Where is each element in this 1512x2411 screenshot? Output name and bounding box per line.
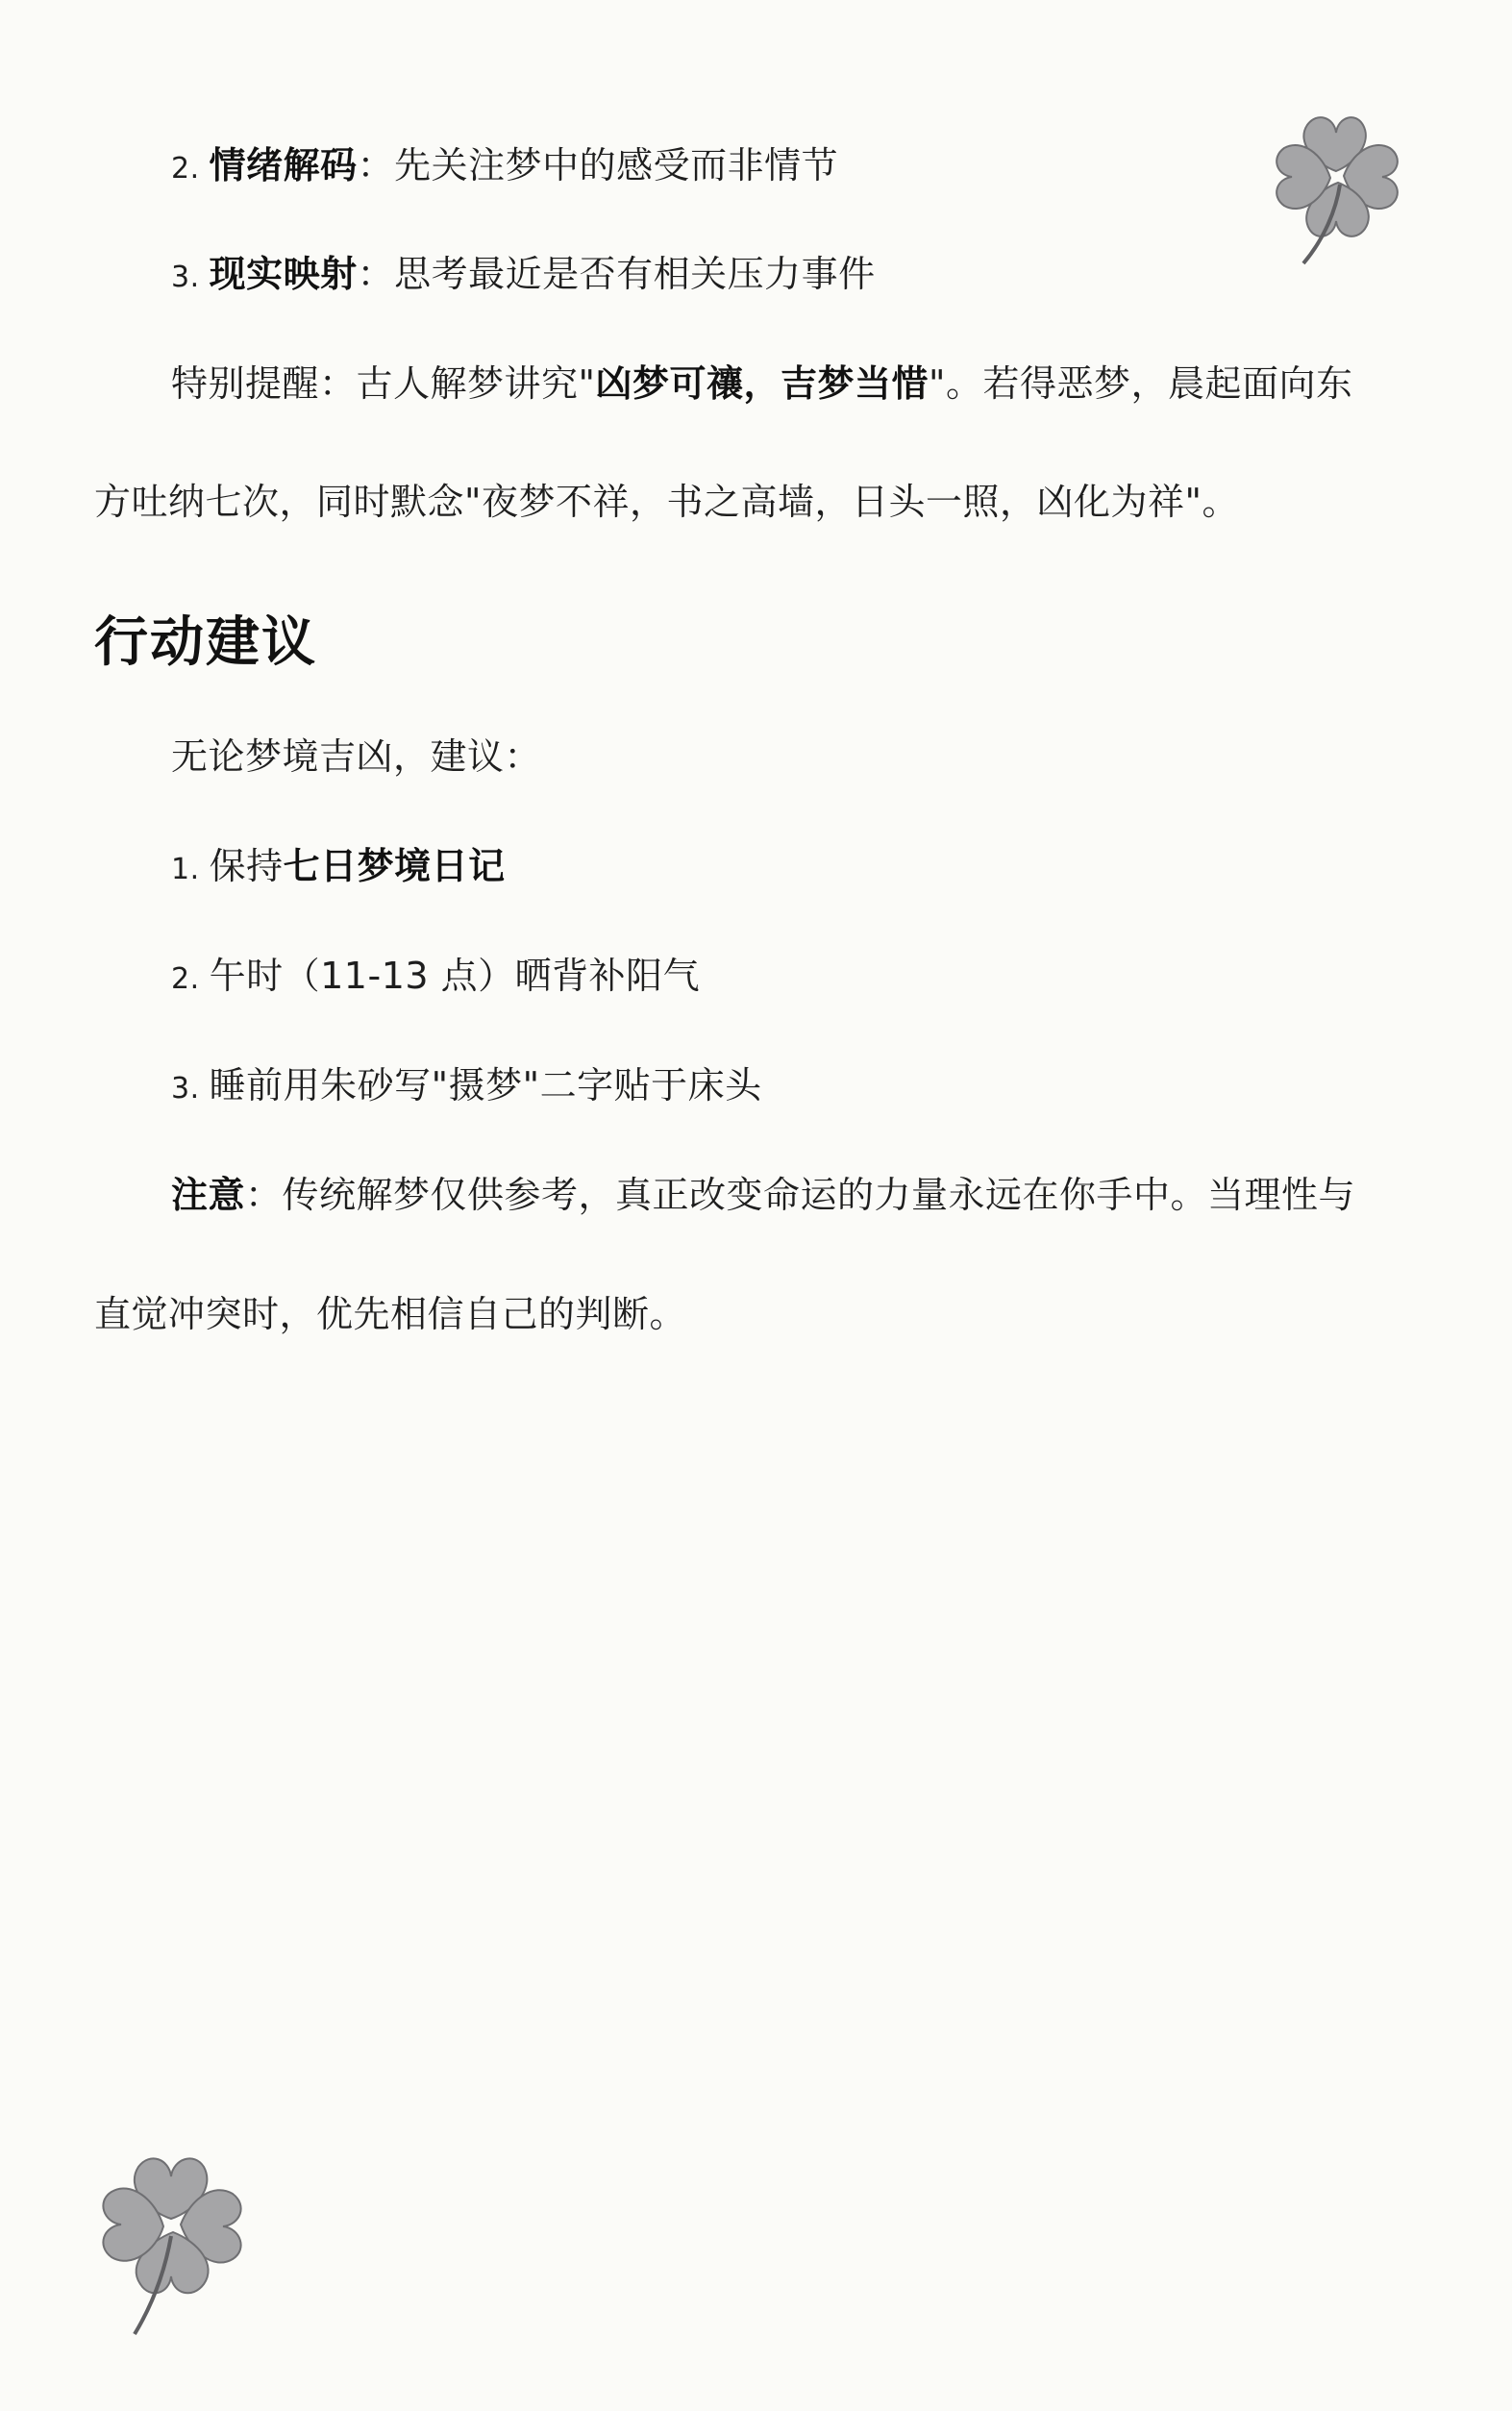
note-paragraph-line2: 直觉冲突时，优先相信自己的判断。 (94, 1293, 687, 1335)
list-item: 2. 午时（11-13 点）晒背补阳气 (171, 955, 701, 997)
four-leaf-clover-icon (1267, 104, 1421, 267)
intro-text: 无论梦境吉凶，建议： (171, 735, 542, 778)
four-leaf-clover-icon (90, 2144, 263, 2336)
list-item: 2. 情绪解码：先关注梦中的感受而非情节 (171, 144, 839, 186)
reminder-paragraph-line1: 特别提醒：古人解梦讲究"凶梦可禳，吉梦当惜"。若得恶梦，晨起面向东 (171, 362, 1353, 405)
section-heading: 行动建议 (94, 611, 317, 674)
list-item: 3. 睡前用朱砂写"摄梦"二字贴于床头 (171, 1064, 762, 1106)
list-item: 3. 现实映射：思考最近是否有相关压力事件 (171, 253, 876, 295)
list-item: 1. 保持七日梦境日记 (171, 845, 506, 887)
note-paragraph-line1: 注意：传统解梦仅供参考，真正改变命运的力量永远在你手中。当理性与 (171, 1174, 1356, 1216)
reminder-paragraph-line2: 方吐纳七次，同时默念"夜梦不祥，书之高墙，日头一照，凶化为祥"。 (94, 481, 1239, 523)
